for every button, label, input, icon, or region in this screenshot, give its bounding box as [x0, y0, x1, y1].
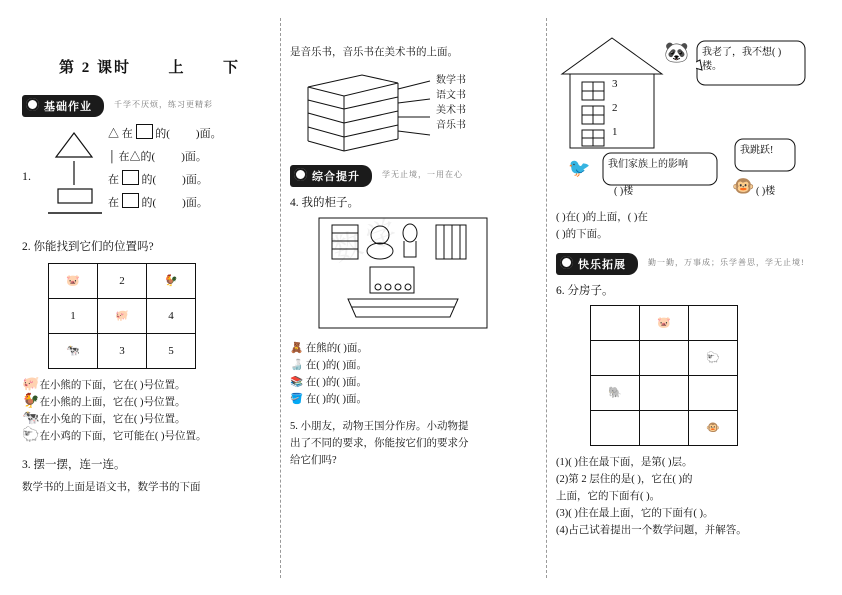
question-6-answers: [556, 454, 822, 539]
grid-cell[interactable]: 🐄: [49, 334, 98, 369]
section-basic-label: 基础作业: [22, 95, 104, 117]
pig-icon: 🐖: [22, 377, 40, 392]
grid-cell[interactable]: [591, 306, 640, 341]
book-label: 数学书: [436, 75, 466, 86]
grid-cell[interactable]: 🐷: [49, 264, 98, 299]
grid-cell[interactable]: [640, 341, 689, 376]
question-4-text: 在( )的( )面。: [305, 360, 367, 371]
question-1-number: 1.: [22, 169, 31, 183]
panda-icon: 🐼: [664, 42, 689, 64]
question-5-title: 5. 小朋友，动物王国分作房。小动物提: [290, 421, 469, 432]
title-lesson: 第 2 课时: [58, 60, 131, 76]
monkey-floor-answer: ( )楼: [756, 186, 776, 197]
grid-cell[interactable]: [591, 411, 640, 446]
question-3-title: 3. 摆一摆，连一连。: [22, 459, 126, 471]
floor-label-1: 1: [612, 126, 618, 138]
grid-cell[interactable]: 4: [147, 299, 196, 334]
question-6-line: (3)( )住在最上面，它的下面有( )。: [556, 508, 714, 519]
question-4-text: 在( )的( )面。: [305, 377, 367, 388]
question-6-line: (4)占己试着提出一个数学问题，并解答。: [556, 525, 747, 536]
rooster-icon: 🐓: [22, 394, 40, 409]
grid-cell[interactable]: [640, 411, 689, 446]
bucket-icon: 🪣: [290, 394, 304, 405]
question-2-answers: [22, 377, 277, 445]
watermark: 数学: [327, 212, 407, 269]
answer-line-2: ( )的下面。: [556, 229, 608, 240]
section-expand-sub: 勤一勤，万事成；乐学善思，学无止境!: [648, 258, 805, 267]
section-expand-banner: [556, 253, 822, 273]
question-4-line: [290, 374, 540, 391]
question-2-line: [22, 411, 277, 428]
monkey-text: 我跳跃!: [740, 145, 774, 156]
grid-cell[interactable]: [591, 341, 640, 376]
jar-icon: 🍶: [290, 360, 304, 371]
book-label: 美术书: [436, 105, 466, 116]
question-4-text: 在( )的( )面。: [305, 394, 367, 405]
grid-cell[interactable]: [689, 376, 738, 411]
question-2-line: [22, 377, 277, 394]
question-6-line: (1)( )住在最下面，是第( )层。: [556, 457, 693, 468]
question-1-row-4: 在 的( )面。: [108, 192, 273, 215]
house-scene: [556, 34, 822, 209]
page-title: [22, 56, 277, 77]
question-2-text: 在小鸡的下面，它可能在( )号位置。: [39, 431, 207, 442]
table-row: [49, 334, 196, 369]
question-1-row-1: △ 在 的( )面。: [108, 123, 273, 146]
floor-label-3: 3: [612, 78, 618, 90]
table-row: [49, 299, 196, 334]
question-2-grid-wrap: [48, 263, 277, 369]
grid-cell[interactable]: [689, 306, 738, 341]
column-one: [22, 18, 277, 496]
grid-cell[interactable]: 🐘: [591, 376, 640, 411]
cabinet-svg: [318, 217, 488, 329]
question-4-line: [290, 357, 540, 374]
grid-cell[interactable]: 3: [98, 334, 147, 369]
section-improve-sub: 学无止境，一用在心: [382, 170, 463, 179]
question-6-grid-wrap: [590, 305, 822, 446]
book-stack-figure: [290, 69, 540, 159]
section-basic-sub: 千学不厌烦，练习更精彩: [114, 100, 213, 109]
answer-box[interactable]: [122, 170, 139, 185]
answer-box[interactable]: [136, 124, 153, 139]
question-6-line: 上面，它的下面有( )。: [556, 491, 661, 502]
section-expand-label: 快乐拓展: [556, 253, 638, 275]
column-two: [290, 18, 540, 469]
question-2-title: 2. 你能找到它们的位置吗?: [22, 241, 154, 253]
question-1-blanks: [108, 123, 273, 215]
question-6-grid: [590, 305, 738, 446]
section-improve-label: 综合提升: [290, 165, 372, 187]
question-4-text: 在熊的( )面。: [305, 343, 368, 354]
grid-cell[interactable]: 🐷: [640, 306, 689, 341]
question-1-figure: [46, 127, 104, 231]
table-row: [591, 341, 738, 376]
question-6-line: (2)第 2 层住的是( )，它在( )的: [556, 474, 693, 485]
column-two-top-text: 是音乐书，音乐书在美术书的上面。: [290, 47, 458, 58]
bird-text: 我们家族上的影响: [608, 159, 688, 170]
grid-cell[interactable]: 5: [147, 334, 196, 369]
bear-icon: 🧸: [290, 343, 304, 354]
question-5-line-2: 出了不同的要求，你能按它们的要求分: [290, 438, 469, 449]
book-stack-labels: [436, 73, 466, 133]
question-2-line: [22, 394, 277, 411]
books-icon: 📚: [290, 377, 304, 388]
answer-line-1: ( )在( )的上面，( )在: [556, 212, 648, 223]
question-1: [22, 123, 277, 233]
question-5: [290, 418, 540, 469]
column-divider-1: [280, 18, 281, 578]
question-2-text: 在小熊的下面，它在( )号位置。: [39, 380, 186, 391]
panda-text: 我老了，我不想( )楼。: [702, 47, 782, 72]
answer-box[interactable]: [122, 193, 139, 208]
section-improve-banner: [290, 165, 540, 185]
title-word-up: 上: [168, 60, 186, 76]
question-2-text: 在小兔的下面，它在( )号位置。: [39, 414, 186, 425]
question-1-row-2: │ 在△的( )面。: [108, 151, 207, 163]
column-three: [556, 18, 822, 539]
floor-label-2: 2: [612, 102, 618, 114]
question-2-grid: [48, 263, 196, 369]
grid-cell[interactable]: 1: [49, 299, 98, 334]
question-1-row-3: 在 的( )面。: [108, 169, 273, 192]
section-basic-banner: [22, 95, 277, 115]
cow-icon: 🐄: [22, 411, 40, 426]
book-label: 语文书: [436, 90, 466, 101]
cabinet-figure: [318, 217, 540, 334]
column-divider-2: [546, 18, 547, 578]
grid-cell[interactable]: 🐖: [98, 299, 147, 334]
table-row: [49, 264, 196, 299]
question-2-text: 在小熊的上面，它在( )号位置。: [39, 397, 186, 408]
grid-cell[interactable]: 🐓: [147, 264, 196, 299]
title-word-down: 下: [223, 60, 241, 76]
table-row: [591, 376, 738, 411]
question-4-title: 4. 我的柜子。: [290, 197, 359, 209]
question-4-answers: [290, 340, 540, 408]
question-5-line-3: 给它们吗?: [290, 455, 337, 466]
question-2-line: [22, 428, 277, 445]
table-row: [591, 306, 738, 341]
column-three-answer-lines: [556, 209, 822, 243]
question-4-line: [290, 391, 540, 408]
grid-cell[interactable]: 🐑: [689, 341, 738, 376]
grid-cell[interactable]: 2: [98, 264, 147, 299]
table-row: [591, 411, 738, 446]
book-stack-svg: [290, 69, 530, 159]
grid-cell[interactable]: 🐵: [689, 411, 738, 446]
question-3-text: 数学书的上面是语文书，数学书的下面: [22, 482, 201, 493]
question-4-line: [290, 340, 540, 357]
sheep-icon: 🐑: [22, 428, 40, 443]
bird-icon: 🐦: [568, 158, 591, 178]
book-label: 音乐书: [436, 120, 466, 131]
bird-floor-answer: ( )楼: [614, 186, 634, 197]
question-6-title: 6. 分房子。: [556, 285, 614, 297]
monkey-icon: 🐵: [732, 176, 755, 196]
grid-cell[interactable]: [640, 376, 689, 411]
